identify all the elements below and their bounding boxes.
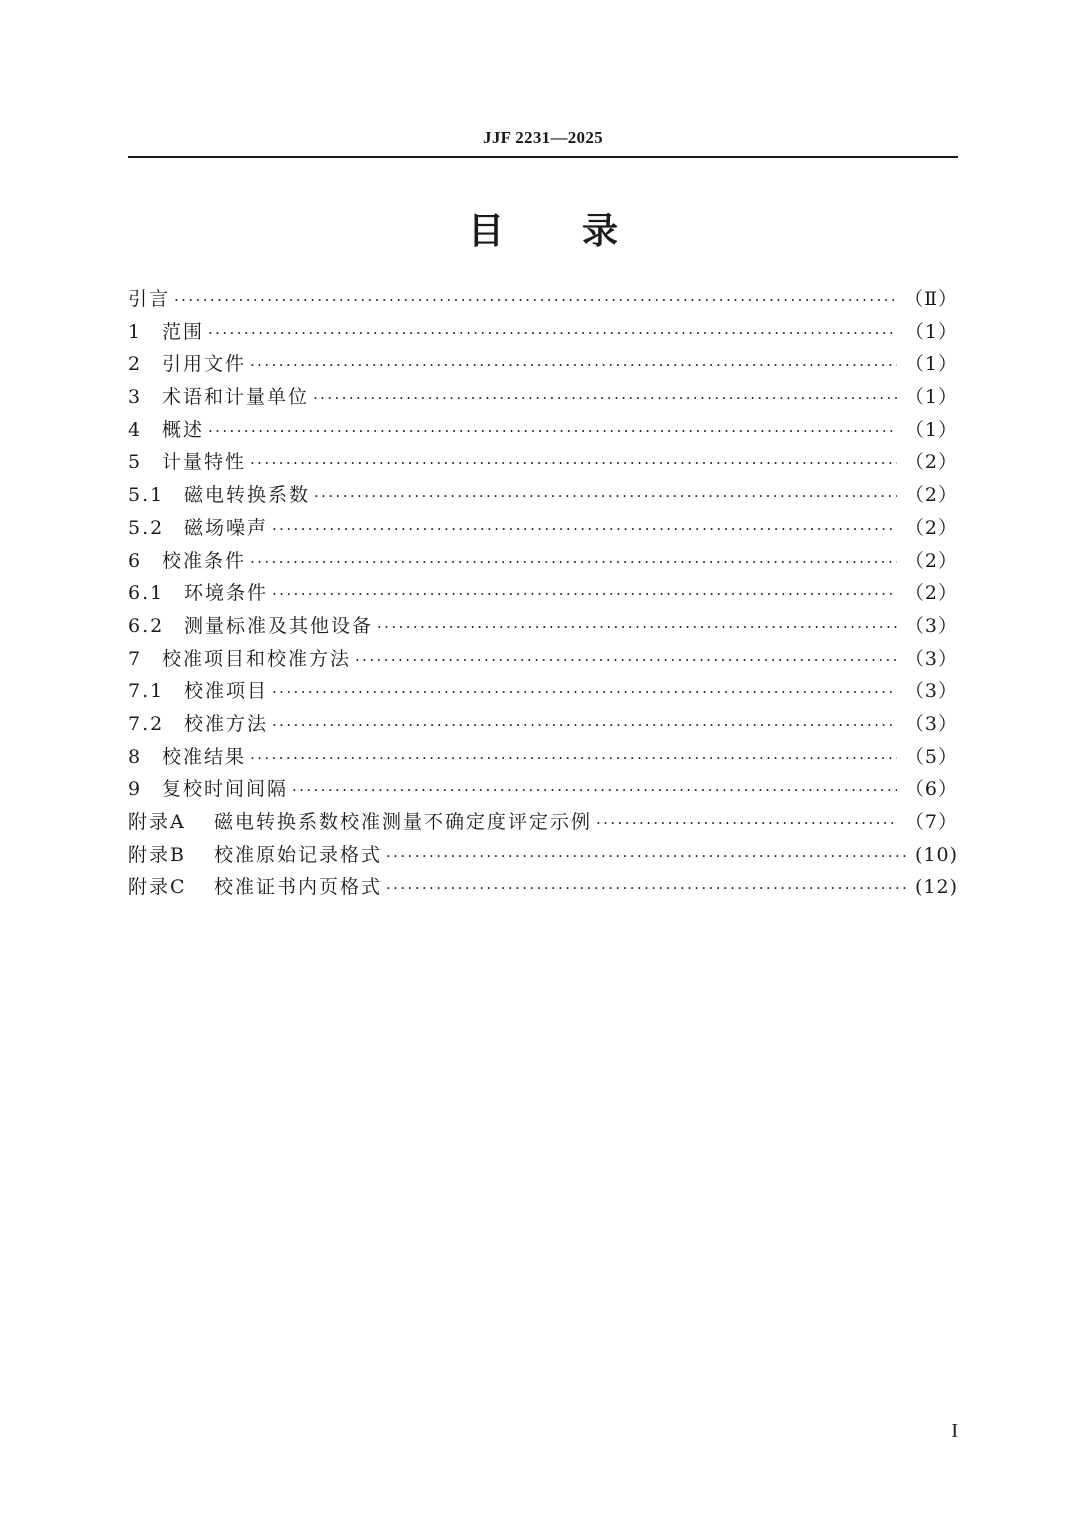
toc-entry-label: 校准证书内页格式 [214, 876, 383, 899]
toc-entry-7-1[interactable] [128, 675, 958, 708]
toc-leader-dots [386, 840, 907, 873]
toc-entry-number: 1 [128, 320, 143, 343]
page-title [128, 203, 958, 254]
toc-entry-page: （5） [904, 745, 958, 768]
toc-leader-dots [272, 676, 897, 709]
toc-entry-label: 校准项目 [184, 680, 269, 703]
toc-leader-dots [292, 774, 897, 807]
toc-leader-dots [355, 644, 897, 677]
toc-entry-5-1[interactable] [128, 479, 958, 512]
toc-entry-label: 计量特性 [162, 451, 247, 474]
title-char-2: 录 [582, 211, 619, 252]
toc-entry-label: 复校时间间隔 [162, 778, 289, 801]
toc-leader-dots [250, 742, 897, 775]
toc-entry-number: 2 [128, 353, 143, 376]
toc-entry-number: 6.2 [128, 614, 165, 637]
toc-leader-dots [208, 415, 897, 448]
toc-entry-label: 校准结果 [162, 745, 247, 768]
toc-entry-7-2[interactable] [128, 708, 958, 741]
toc-entry-label: 测量标准及其他设备 [184, 614, 374, 637]
toc-entry-4[interactable] [128, 414, 958, 447]
toc-entry-label: 概述 [162, 418, 205, 441]
toc-entry-appendix-c[interactable] [128, 871, 958, 904]
toc-leader-dots [250, 546, 897, 579]
toc-entry-6-2[interactable] [128, 610, 958, 643]
toc-entry-intro[interactable] [128, 283, 958, 316]
toc-leader-dots [250, 447, 897, 480]
toc-entry-number: 8 [128, 745, 143, 768]
toc-entry-label: 术语和计量单位 [162, 386, 310, 409]
toc-entry-6[interactable] [128, 545, 958, 578]
toc-entry-page: （3） [904, 712, 958, 735]
toc-leader-dots [377, 611, 897, 644]
toc-leader-dots [314, 480, 897, 513]
toc-entry-number: 5.1 [128, 484, 165, 507]
toc-entry-page: （Ⅱ） [904, 288, 958, 310]
toc-entry-page: （7） [904, 811, 958, 833]
toc-leader-dots [174, 284, 896, 317]
toc-entry-number: 附录B [128, 843, 186, 866]
toc-entry-page: （1） [904, 353, 958, 376]
toc-entry-5-2[interactable] [128, 512, 958, 545]
toc-entry-label: 校准原始记录格式 [214, 843, 383, 866]
toc-entry-page: （2） [904, 582, 958, 605]
toc-entry-label: 磁电转换系数校准测量不确定度评定示例 [214, 811, 593, 833]
toc-entry-page: （3） [904, 614, 958, 637]
toc-leader-dots [596, 807, 897, 840]
toc-entry-number: 附录C [128, 876, 187, 899]
toc-entry-label: 校准条件 [162, 549, 247, 572]
toc-leader-dots [313, 382, 897, 415]
toc-entry-6-1[interactable] [128, 577, 958, 610]
page-number: I [951, 1420, 958, 1442]
toc-entry-page: （2） [904, 484, 958, 507]
toc-entry-5[interactable] [128, 446, 958, 479]
toc-entry-label: 磁电转换系数 [184, 484, 311, 507]
toc-entry-3[interactable] [128, 381, 958, 414]
toc-entry-number: 7.2 [128, 712, 165, 735]
toc-entry-page: （2） [904, 451, 958, 474]
toc-entry-label: 校准方法 [184, 712, 269, 735]
header-divider [128, 156, 958, 158]
document-code-header: JJF 2231—2025 [483, 128, 603, 147]
title-char-1: 目 [467, 211, 504, 252]
toc-entry-label: 磁场噪声 [184, 516, 269, 539]
toc-entry-number: 9 [128, 778, 143, 801]
toc-entry-label: 校准项目和校准方法 [162, 647, 352, 670]
toc-entry-page: （2） [904, 516, 958, 539]
toc-entry-appendix-b[interactable] [128, 839, 958, 872]
toc-entry-number: 附录A [128, 811, 186, 833]
toc-entry-number: 7 [128, 647, 143, 670]
toc-leader-dots [272, 709, 897, 742]
toc-leader-dots [250, 349, 897, 382]
toc-entry-9[interactable] [128, 773, 958, 806]
toc-entry-label: 引用文件 [162, 353, 247, 376]
toc-entry-page: （1） [904, 418, 958, 441]
toc-leader-dots [208, 317, 897, 350]
toc-entry-page: (12) [914, 876, 958, 899]
toc-leader-dots [386, 872, 907, 905]
toc-entry-page: （2） [904, 549, 958, 572]
table-of-contents [128, 283, 958, 904]
toc-entry-page: (10) [914, 843, 958, 866]
toc-entry-number: 6.1 [128, 582, 165, 605]
toc-entry-number: 7.1 [128, 680, 165, 703]
toc-entry-appendix-a[interactable] [128, 806, 958, 839]
toc-entry-1[interactable] [128, 316, 958, 349]
toc-entry-label: 引言 [128, 288, 171, 310]
toc-entry-number: 5.2 [128, 516, 165, 539]
toc-entry-number: 5 [128, 451, 143, 474]
toc-entry-number: 6 [128, 549, 143, 572]
toc-entry-page: （3） [904, 680, 958, 703]
toc-entry-number: 3 [128, 386, 143, 409]
toc-leader-dots [272, 578, 897, 611]
toc-entry-page: （6） [904, 778, 958, 801]
toc-entry-label: 范围 [162, 320, 205, 343]
toc-entry-7[interactable] [128, 643, 958, 676]
toc-entry-page: （1） [904, 386, 958, 409]
toc-entry-page: （3） [904, 647, 958, 670]
toc-leader-dots [272, 513, 897, 546]
toc-entry-number: 4 [128, 418, 143, 441]
toc-entry-page: （1） [904, 320, 958, 343]
toc-entry-8[interactable] [128, 741, 958, 774]
toc-entry-2[interactable] [128, 348, 958, 381]
toc-entry-label: 环境条件 [184, 582, 269, 605]
